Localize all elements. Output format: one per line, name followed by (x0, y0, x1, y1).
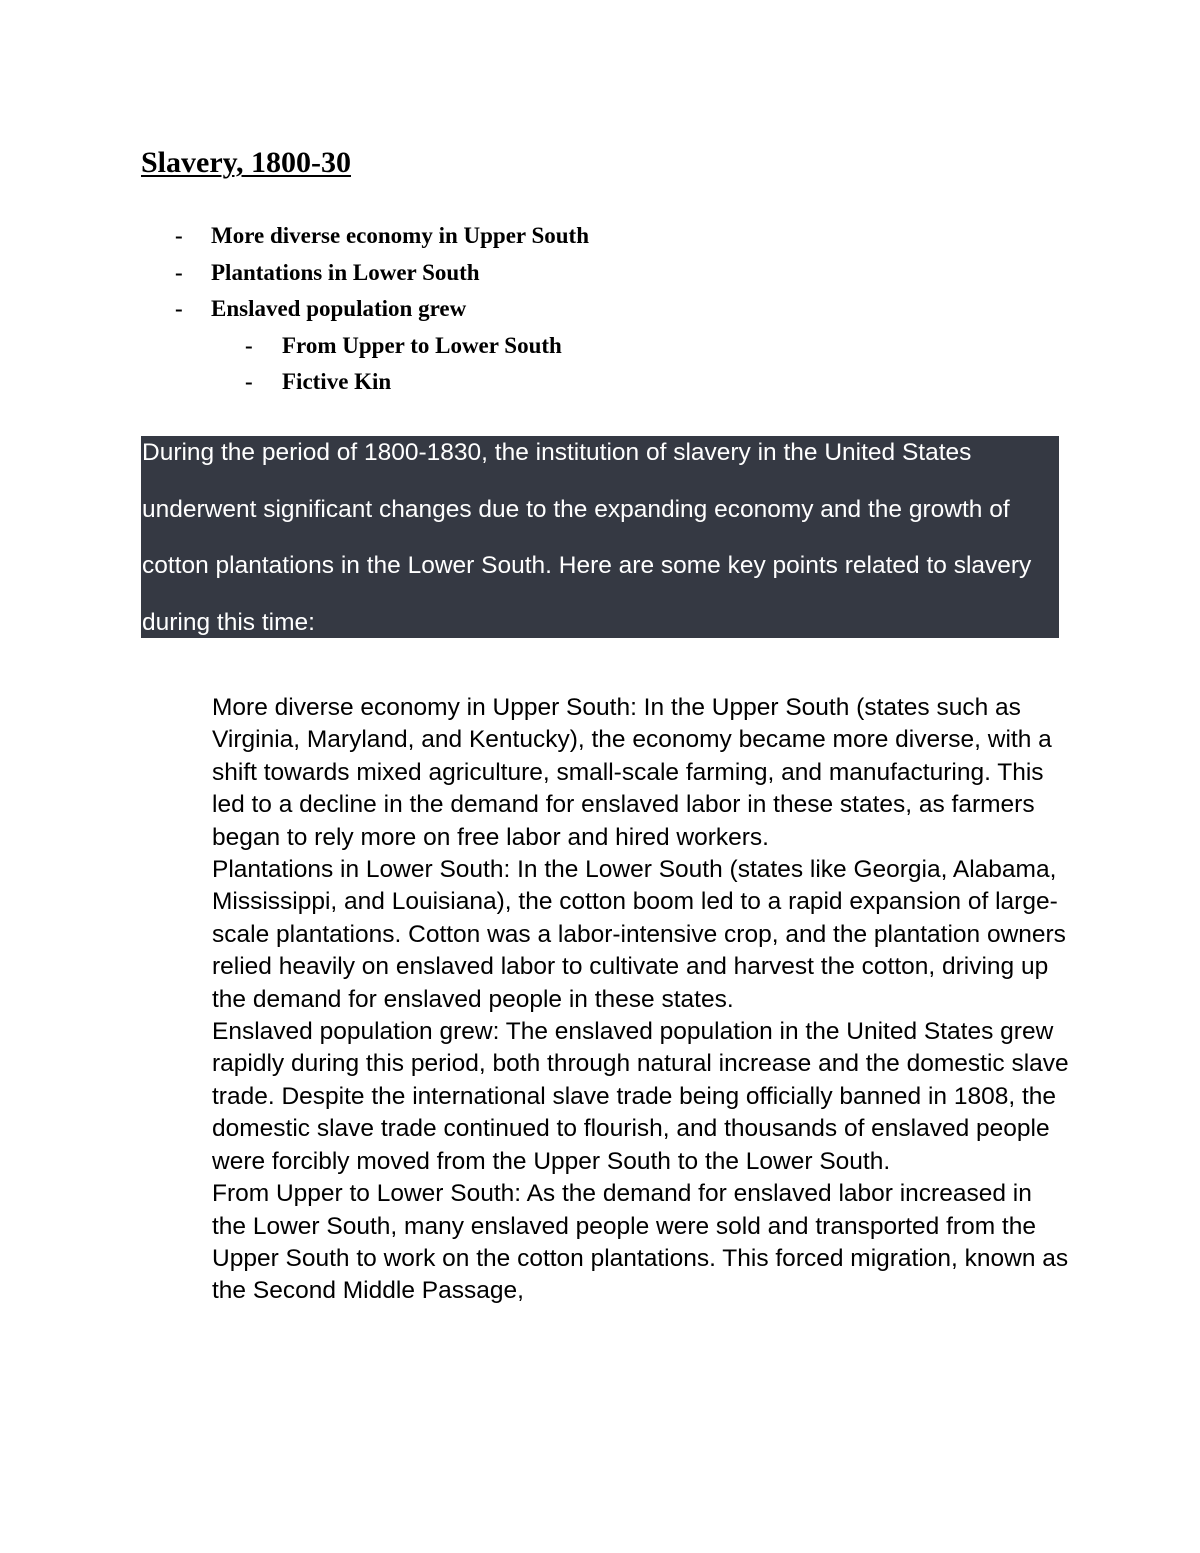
key-points (212, 692, 1072, 1308)
intro-highlight-block (141, 436, 1059, 638)
key-point-paragraph: More diverse economy in Upper South: In the Upper South (states such as Virginia, Maryland, and Kentucky), the economy became more diverse, with a shift towards mixed agriculture, small-scale farming, and manufacturing. This led to a decline in the demand for enslaved labor in these states, as farmers began to rely more on free labor and hired workers. (212, 694, 1052, 851)
key-point-paragraph: From Upper to Lower South: As the demand for enslaved labor increased in the Lower South, many enslaved people were sold and transported from the Upper South to work on the cotton plantations. This forced migration, known as the Second Middle Passage, (212, 1180, 1069, 1305)
outline-item-text: More diverse economy in Upper South (211, 223, 589, 248)
outline-marker: - (175, 296, 183, 321)
outline-item-text: Plantations in Lower South (211, 259, 480, 285)
outline-marker: - (245, 332, 253, 358)
outline-marker: - (245, 369, 253, 394)
outline-subitem-text: From Upper to Lower South (282, 332, 562, 358)
outline-marker: - (175, 223, 183, 248)
document-title: Slavery, 1800-30 (141, 146, 351, 179)
key-point-paragraph: Plantations in Lower South: In the Lower South (states like Georgia, Alabama, Mississippi, and Louisiana), the cotton boom led to a rapid expansion of large-scale plantations. Cotton was a labor-intensive crop, and the plantation owners relied heavily on enslaved labor to cultivate and harvest the cotton, driving up the demand for enslaved people in these states. (212, 856, 1066, 1013)
outline-marker: - (175, 259, 183, 285)
outline-item-text: Enslaved population grew (211, 296, 467, 321)
intro-paragraph: During the period of 1800-1830, the institution of slavery in the United States underwent significant changes due to the expanding economy and the growth of cotton plantations in the Lower South. Here are some key points related to slavery during this time: (142, 439, 1032, 636)
outline-subitem-text: Fictive Kin (282, 369, 392, 394)
key-point-paragraph: Enslaved population grew: The enslaved population in the United States grew rapidly during this period, both through natural increase and the domestic slave trade. Despite the international slave trade being officially banned in 1808, the domestic slave trade continued to flourish, and thousands of enslaved people were forcibly moved from the Upper South to the Lower South. (212, 1018, 1069, 1175)
